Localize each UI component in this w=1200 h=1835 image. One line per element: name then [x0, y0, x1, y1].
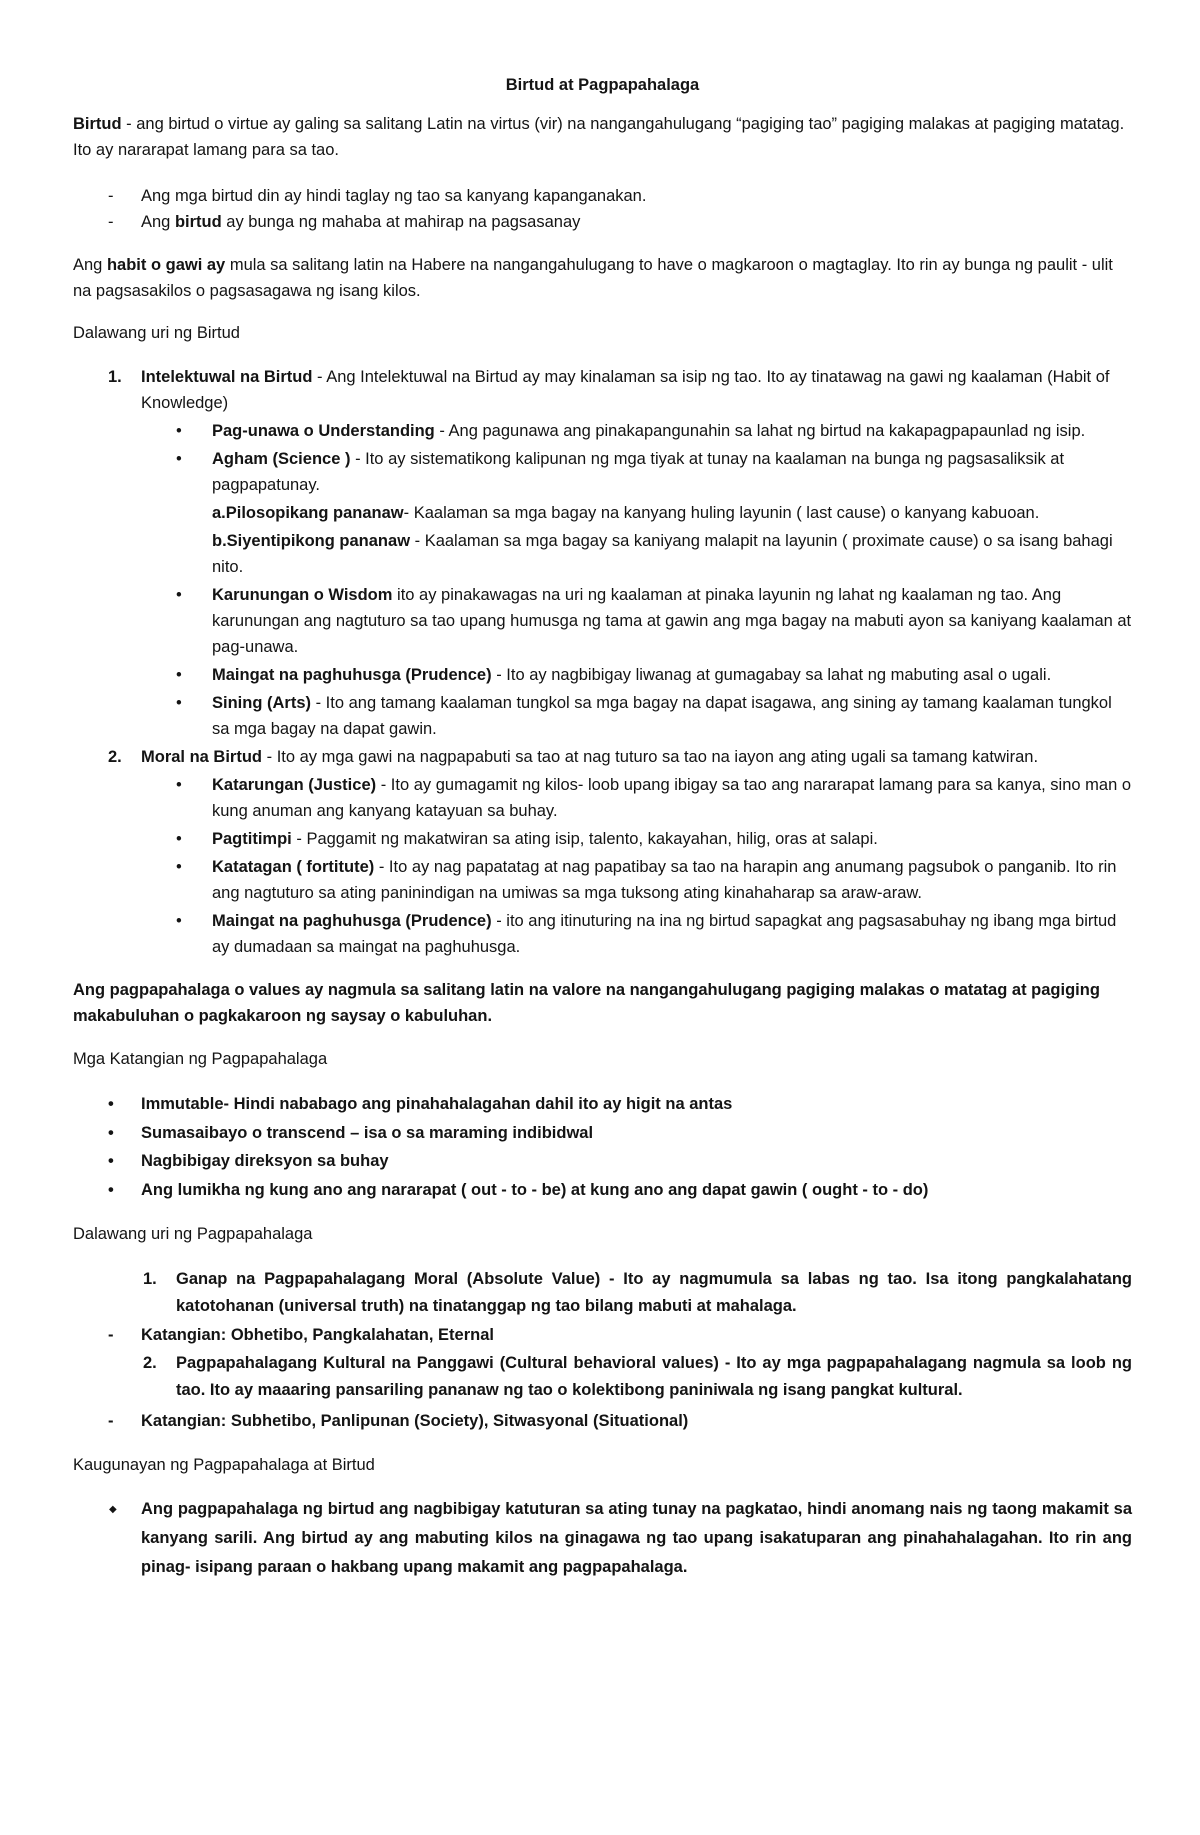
bullet-marker: •	[176, 422, 182, 440]
katangian-line	[73, 1408, 1132, 1434]
bullet-marker: •	[176, 450, 182, 468]
bullet-marker: •	[176, 776, 182, 794]
list-item	[73, 1091, 1132, 1117]
values-paragraph: Ang pagpapahalaga o values ay nagmula sa salitang latin na valore na nangangahulugang pagiging malakas o matatag at pagiging makabuluhan o pagkakaroon ng saysay o kabuluhan.	[73, 981, 1100, 1025]
intelektuwal-birtud-item	[73, 364, 1132, 742]
katangian-list	[73, 1091, 1132, 1203]
item-number: 2.	[108, 748, 122, 766]
subpoint-text: - Kaalaman sa mga bagay sa kaniyang malapit na layunin ( proximate cause) o sa isang bahagi nito.	[212, 532, 1113, 576]
list-item	[73, 1120, 1132, 1146]
list-item-text: Sumasaibayo o transcend – isa o sa maraming indibidwal	[141, 1123, 594, 1142]
note-text-post: ay bunga ng mahaba at mahirap na pagsasanay	[226, 213, 581, 231]
bullet-marker: •	[176, 586, 182, 604]
birtud-types-heading: Dalawang uri ng Birtud	[73, 324, 240, 342]
bullet-marker: •	[176, 830, 182, 848]
list-item	[141, 582, 1132, 660]
list-item-text: - Ito ang tamang kaalaman tungkol sa mga bagay na dapat isagawa, ang sining ay tamang kaalaman tungkol sa mga bagay na dapat gawin.	[212, 694, 1112, 738]
moral-sublist	[141, 772, 1132, 960]
habit-pre: Ang	[73, 256, 103, 274]
note-text-pre: Ang	[141, 213, 171, 231]
note-text-bold: birtud	[174, 213, 222, 231]
katangian-heading: Mga Katangian ng Pagpapahalaga	[73, 1050, 328, 1068]
list-item-text: Nagbibigay direksyon sa buhay	[141, 1152, 389, 1170]
list-item-text: - ito ang itinuturing na ina ng birtud sapagkat ang pagsasabuhay ng ibang mga birtud ay dumadaan sa maingat na paghuhusga.	[212, 912, 1117, 956]
kaugnayan-heading: Kaugunayan ng Pagpapahalaga at Birtud	[73, 1455, 375, 1474]
bullet-marker: •	[108, 1123, 114, 1142]
item-number: 2.	[143, 1353, 157, 1372]
bullet-marker: •	[176, 912, 182, 930]
katangian-text: Katangian: Subhetibo, Panlipunan (Society), Sitwasyonal (Situational)	[141, 1411, 689, 1430]
list-item-term: Sining (Arts)	[212, 694, 311, 712]
diamond-bullet-icon: ◆	[109, 1503, 117, 1515]
birtud-notes	[73, 183, 1132, 235]
pagpapahalaga-types-heading: Dalawang uri ng Pagpapahalaga	[73, 1224, 313, 1243]
list-item	[73, 1177, 1132, 1203]
list-item-text: - Ang pagunawa ang pinakapangunahin sa lahat ng birtud na kakapagpapaunlad ng isip.	[439, 422, 1086, 440]
katangian-line	[73, 1322, 1132, 1348]
katangian-text: Katangian: Obhetibo, Pangkalahatan, Eternal	[141, 1325, 494, 1344]
list-item	[141, 826, 1132, 852]
list-item-term: Agham (Science )	[212, 450, 351, 468]
list-item-term: Pagtitimpi	[212, 830, 292, 848]
list-item-term: Katarungan (Justice)	[212, 776, 377, 794]
bullet-marker: •	[108, 1095, 114, 1113]
item-term: Intelektuwal na Birtud	[141, 368, 313, 386]
pagpapahalaga-types-list	[73, 1266, 1132, 1434]
birtud-note	[73, 183, 1132, 209]
list-item	[141, 772, 1132, 824]
list-item-term: Katatagan ( fortitute)	[212, 858, 375, 876]
subpoint-term: a.Pilosopikang pananaw	[212, 504, 404, 522]
intelektuwal-sublist	[141, 418, 1132, 742]
subpoint-text: - Kaalaman sa mga bagay na kanyang huling layunin ( last cause) o kanyang kabuoan.	[403, 504, 1040, 522]
bullet-marker: •	[176, 666, 182, 684]
moral-birtud-item	[73, 744, 1132, 960]
list-item-text: ito ay pinakawagas na uri ng kaalaman at pinaka layunin ng lahat ng kaalaman ng tao. Ang karunungan ang nagtuturo sa tao upang humusga ng tama at gawin ang mga bagay na mabuti ayon sa kaniyang kaalaman at pag-unawa.	[212, 586, 1132, 656]
item-number: 1.	[108, 368, 122, 386]
list-item-text: - Ito ay sistematikong kalipunan ng mga tiyak at tunay na kaalaman na bunga ng pagsasaliksik at pagpapatunay.	[212, 450, 1065, 494]
birtud-definition-text: - ang birtud o virtue ay galing sa salitang Latin na virtus (vir) na nangangahulugang “pagiging tao” pagiging malakas at pagiging matatag. Ito ay nararapat lamang para sa tao.	[73, 115, 1125, 159]
dash-marker: -	[108, 187, 114, 205]
list-item	[141, 446, 1132, 580]
item-term: Moral na Birtud	[141, 748, 263, 766]
subpoint-term: b.Siyentipikong pananaw	[212, 532, 411, 550]
list-item	[141, 908, 1132, 960]
habit-paragraph	[73, 252, 1132, 304]
subpoint-b	[212, 528, 1132, 580]
birtud-definition	[73, 111, 1132, 163]
bullet-marker: •	[176, 858, 182, 876]
habit-term: habit o gawi ay	[106, 256, 226, 274]
bullet-marker: •	[108, 1180, 114, 1199]
list-item-text: - Ito ay nagbibigay liwanag at gumagabay sa lahat ng mabuting asal o ugali.	[496, 666, 1052, 684]
item-text: Ganap na Pagpapahalagang Moral (Absolute Value) - Ito ay nagmumula sa labas ng tao. Isa itong pangkalahatang katotohanan (universal truth) na tinatanggap ng tao bilang mabuti at mahalaga.	[176, 1269, 1132, 1315]
list-item-text: - Ito ay gumagamit ng kilos- loob upang ibigay sa tao ang nararapat lamang para sa kanya, sino man o kung anuman ang kanyang katayuan sa buhay.	[212, 776, 1132, 820]
list-item-text: - Ito ay nag papatatag at nag papatibay sa tao na harapin ang anumang pagsubok o panganib. Ito rin ang nagtuturo sa ating paninindigan na umiwas sa mga tuksong ating kinahaharap sa araw-araw.	[212, 858, 1117, 902]
list-item-text: Immutable- Hindi nababago ang pinahahalagahan dahil ito ay higit na antas	[141, 1095, 733, 1113]
kaugnayan-item	[73, 1495, 1132, 1582]
list-item-text: - Paggamit ng makatwiran sa ating isip, talento, kakayahan, hilig, oras at salapi.	[296, 830, 878, 848]
item-text: - Ang Intelektuwal na Birtud ay may kinalaman sa isip ng tao. Ito ay tinatawag na gawi ng kaalaman (Habit of Knowledge)	[141, 368, 1110, 412]
list-item	[73, 1148, 1132, 1174]
absolute-value-item	[73, 1266, 1132, 1320]
subpoint-a	[212, 500, 1132, 526]
item-text: - Ito ay mga gawi na nagpapabuti sa tao at nag tuturo sa tao na iayon ang ating ugali sa tamang katwiran.	[266, 748, 1039, 766]
birtud-note	[73, 209, 1132, 235]
kaugnayan-text: Ang pagpapahalaga ng birtud ang nagbibigay katuturan sa ating tunay na pagkatao, hindi anomang nais ng taong makamit sa kanyang sarili. Ang birtud ay ang mabuting kilos na ginagawa ng tao upang isakatuparan ang pinahahalagahan. Ito rin ang pinag- isipang paraan o hakbang upang makamit ang pagpapahalaga.	[141, 1499, 1132, 1576]
cultural-value-item	[73, 1350, 1132, 1405]
list-item	[141, 690, 1132, 742]
list-item-text: Ang lumikha ng kung ano ang nararapat ( out - to - be) at kung ano ang dapat gawin ( ought - to - do)	[141, 1180, 929, 1199]
list-item	[141, 854, 1132, 906]
document-title: Birtud at Pagpapahalaga	[505, 76, 700, 94]
habit-text: mula sa salitang latin na Habere na nangangahulugang to have o magkaroon o magtaglay. Ito rin ay bunga ng paulit - ulit na pagsasakilos o pagsasagawa ng isang kilos.	[73, 256, 1113, 300]
item-number: 1.	[143, 1269, 157, 1288]
dash-marker: -	[108, 213, 114, 231]
item-text: Pagpapahalagang Kultural na Panggawi (Cultural behavioral values) - Ito ay mga pagpapahalagang nagmula sa loob ng tao. Ito ay maaaring pansariling pananaw ng tao o kolektibong paniniwala ng isang pangkat kultural.	[176, 1353, 1132, 1399]
list-item-term: Pag-unawa o Understanding	[212, 422, 435, 440]
list-item	[141, 418, 1132, 444]
dash-marker: -	[108, 1411, 114, 1430]
birtud-term: Birtud	[73, 115, 122, 133]
bullet-marker: •	[176, 694, 182, 712]
list-item-term: Karunungan o Wisdom	[212, 586, 393, 604]
dash-marker: -	[108, 1325, 114, 1344]
note-text: Ang mga birtud din ay hindi taglay ng tao sa kanyang kapanganakan.	[141, 187, 647, 205]
bullet-marker: •	[108, 1152, 114, 1170]
list-item-term: Maingat na paghuhusga (Prudence)	[212, 912, 492, 930]
list-item	[141, 662, 1132, 688]
list-item-term: Maingat na paghuhusga (Prudence)	[212, 666, 492, 684]
